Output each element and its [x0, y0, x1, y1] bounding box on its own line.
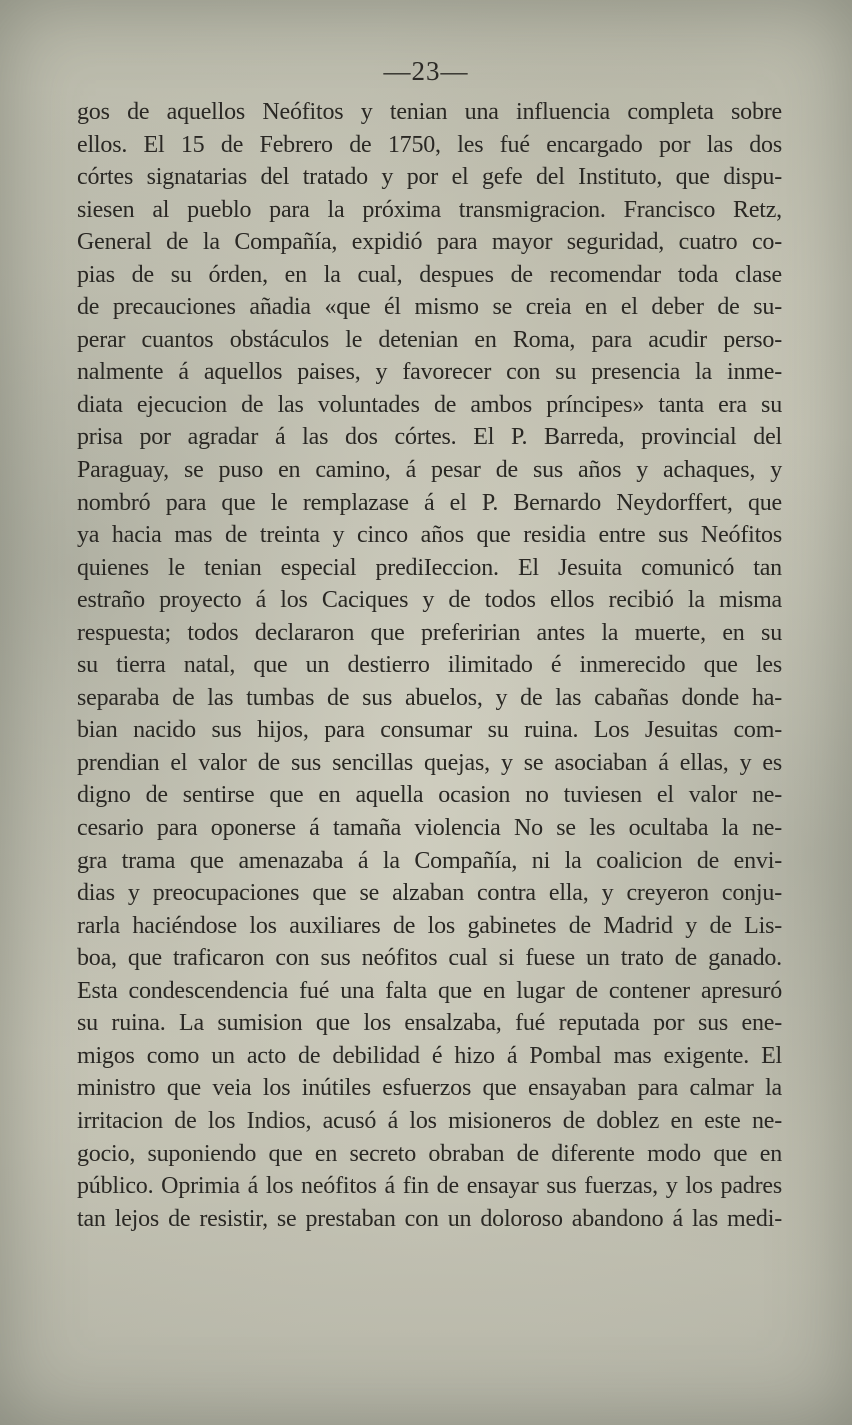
text-line: dias y preocupaciones que se alzaban contra ella, y creyeron conju- [77, 880, 782, 907]
text-line: ministro que veia los inútiles esfuerzos que ensayaban para calmar la [77, 1075, 782, 1102]
text-line: córtes signatarias del tratado y por el gefe del Instituto, que dispu- [77, 164, 782, 191]
text-line: siesen al pueblo para la próxima transmigracion. Francisco Retz, [77, 196, 782, 223]
text-line: público. Oprimia á los neófitos á fin de ensayar sus fuerzas, y los padres [77, 1173, 782, 1200]
text-line: separaba de las tumbas de sus abuelos, y de las cabañas donde ha- [77, 684, 782, 711]
text-line: cesario para oponerse á tamaña violencia No se les ocultaba la ne- [77, 815, 782, 842]
text-line: gra trama que amenazaba á la Compañía, ni la coalicion de envi- [77, 847, 782, 874]
text-line: respuesta; todos declararon que preferirian antes la muerte, en su [77, 619, 782, 646]
text-line: prendian el valor de sus sencillas quejas, y se asociaban á ellas, y es [77, 749, 782, 776]
text-line: irritacion de los Indios, acusó á los misioneros de doblez en este ne- [77, 1107, 782, 1134]
text-line: tan lejos de resistir, se prestaban con un doloroso abandono á las medi- [77, 1205, 782, 1232]
text-line: nalmente á aquellos paises, y favorecer con su presencia la inme- [77, 359, 782, 386]
text-line: nombró para que le remplazase á el P. Bernardo Neydorffert, que [77, 489, 782, 516]
text-line: pias de su órden, en la cual, despues de recomendar toda clase [77, 261, 782, 288]
text-line: boa, que traficaron con sus neófitos cual si fuese un trato de ganado. [77, 945, 782, 972]
text-line: perar cuantos obstáculos le detenian en Roma, para acudir perso- [77, 326, 782, 353]
body-text [77, 96, 782, 1235]
text-line: ya hacia mas de treinta y cinco años que residia entre sus Neófitos [77, 522, 782, 549]
text-line: rarla haciéndose los auxiliares de los gabinetes de Madrid y de Lis- [77, 912, 782, 939]
text-line: Paraguay, se puso en camino, á pesar de sus años y achaques, y [77, 457, 782, 484]
text-line: gos de aquellos Neófitos y tenian una influencia completa sobre [77, 99, 782, 125]
text-line: migos como un acto de debilidad é hizo á Pombal mas exigente. El [77, 1042, 782, 1069]
text-line: diata ejecucion de las voluntades de ambos príncipes» tanta era su [77, 391, 782, 418]
page-number: —23— [383, 56, 469, 86]
text-line: quienes le tenian especial prediIeccion. El Jesuita comunicó tan [77, 554, 782, 581]
text-line: su tierra natal, que un destierro ilimitado é inmerecido que les [77, 652, 782, 679]
text-line: Esta condescendencia fué una falta que en lugar de contener apresuró [77, 977, 782, 1004]
text-line: prisa por agradar á las dos córtes. El P. Barreda, provincial del [77, 424, 782, 451]
text-line: ellos. El 15 de Febrero de 1750, les fué encargado por las dos [77, 131, 782, 158]
text-line: estraño proyecto á los Caciques y de todos ellos recibió la misma [77, 587, 782, 614]
text-line: bian nacido sus hijos, para consumar su ruina. Los Jesuitas com- [77, 717, 782, 744]
text-line: General de la Compañía, expidió para mayor seguridad, cuatro co- [77, 229, 782, 256]
text-line: digno de sentirse que en aquella ocasion no tuviesen el valor ne- [77, 782, 782, 809]
text-line: de precauciones añadia «que él mismo se creia en el deber de su- [77, 294, 782, 321]
text-line: su ruina. La sumision que los ensalzaba, fué reputada por sus ene- [77, 1010, 782, 1037]
text-line: gocio, suponiendo que en secreto obraban de diferente modo que en [77, 1140, 782, 1167]
